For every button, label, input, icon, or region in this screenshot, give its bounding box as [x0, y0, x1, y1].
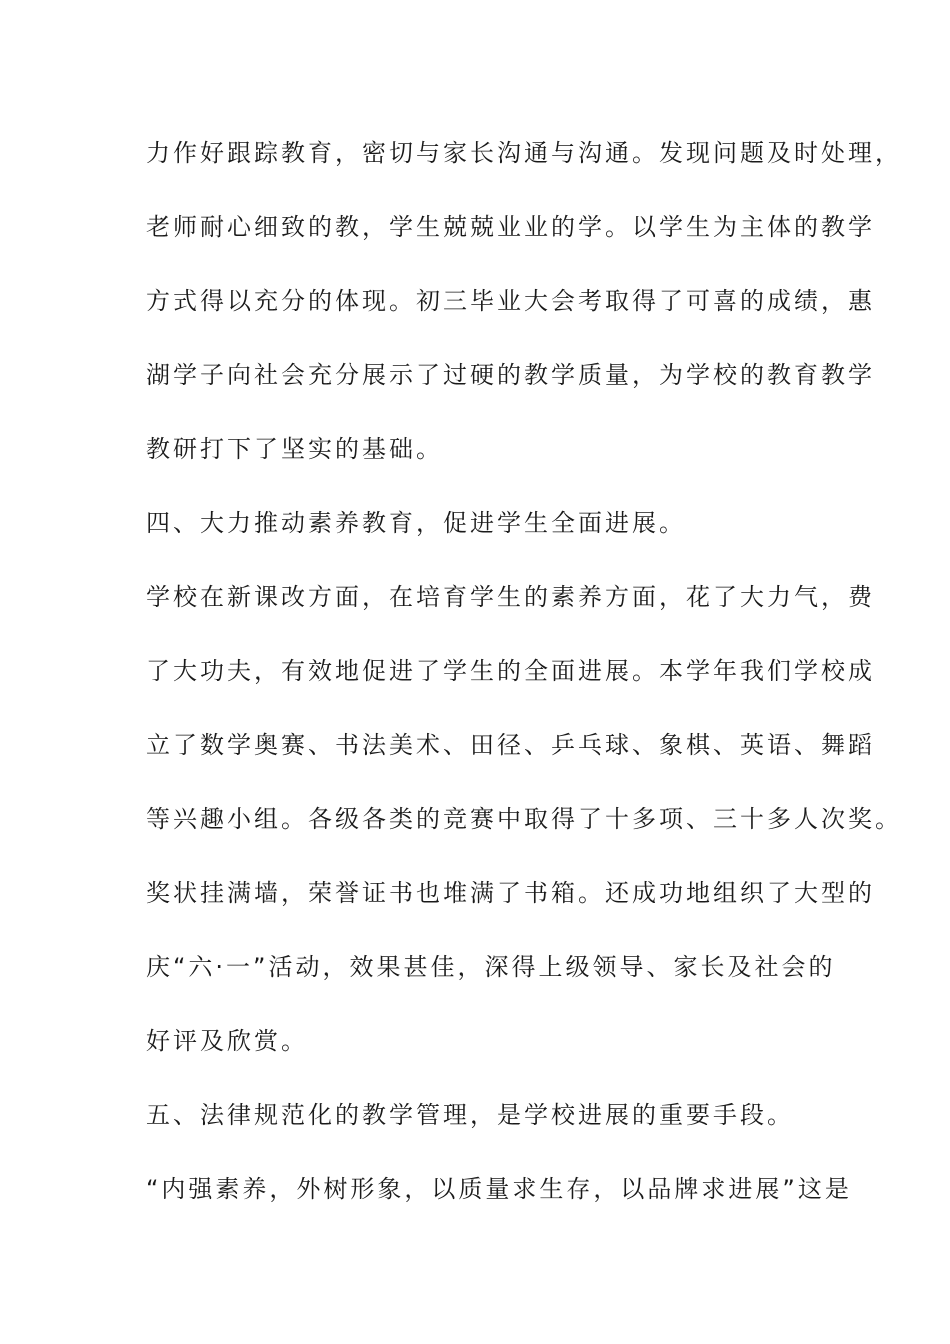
paragraph-line: 方式得以充分的体现。初三毕业大会考取得了可喜的成绩，惠	[146, 287, 875, 315]
section-heading: 四、大力推动素养教育，促进学生全面进展。	[146, 509, 686, 537]
paragraph-line: 学校在新课改方面，在培育学生的素养方面，花了大力气，费	[146, 583, 875, 611]
section-heading: 五、法律规范化的教学管理，是学校进展的重要手段。	[146, 1101, 794, 1129]
paragraph-line: “内强素养，外树形象，以质量求生存，以品牌求进展”这是	[146, 1175, 852, 1203]
paragraph-line: 力作好跟踪教育，密切与家长沟通与沟通。发现问题及时处理，	[146, 139, 902, 167]
paragraph-line: 庆“六·一”活动，效果甚佳，深得上级领导、家长及社会的	[146, 953, 836, 981]
paragraph-line: 立了数学奥赛、书法美术、田径、乒乓球、象棋、英语、舞蹈	[146, 731, 875, 759]
paragraph-line: 等兴趣小组。各级各类的竞赛中取得了十多项、三十多人次奖。	[146, 805, 902, 833]
paragraph-line: 奖状挂满墙，荣誉证书也堆满了书箱。还成功地组织了大型的	[146, 879, 875, 907]
document-body	[146, 130, 902, 1240]
paragraph-line: 好评及欣赏。	[146, 1027, 308, 1055]
paragraph-line: 老师耐心细致的教，学生兢兢业业的学。以学生为主体的教学	[146, 213, 875, 241]
paragraph-line: 湖学子向社会充分展示了过硬的教学质量，为学校的教育教学	[146, 361, 875, 389]
paragraph-line: 教研打下了坚实的基础。	[146, 435, 443, 463]
paragraph-line: 了大功夫，有效地促进了学生的全面进展。本学年我们学校成	[146, 657, 875, 685]
